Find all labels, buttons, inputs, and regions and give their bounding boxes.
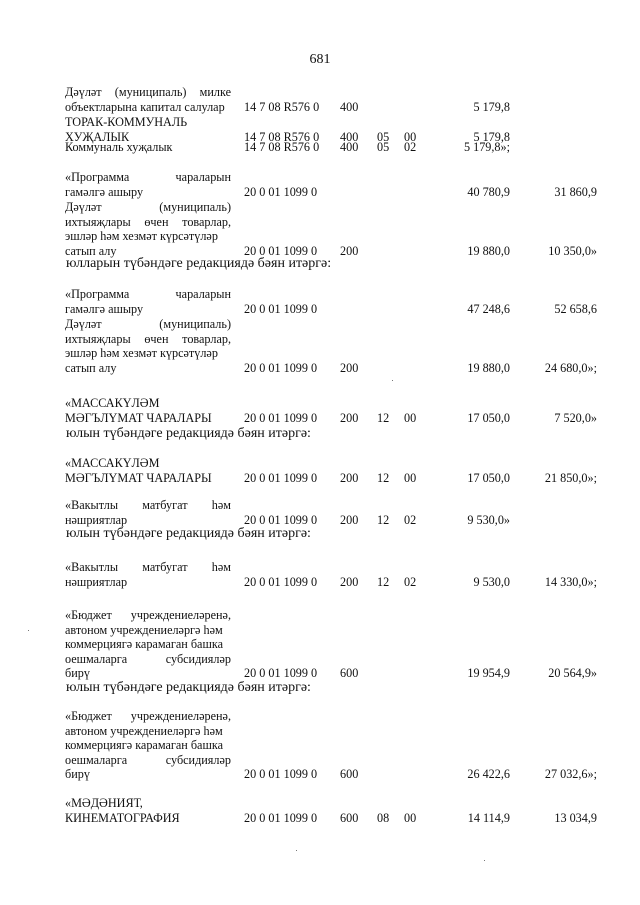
row-name-line: сатып алу: [65, 360, 117, 375]
amount-2019-cell: 14 114,9: [467, 810, 510, 825]
row-name: [65, 498, 231, 527]
amount-2019-cell: 40 780,9: [467, 184, 510, 199]
code-cell: 20 0 01 1099 0: [244, 512, 318, 527]
expense-type-cell: 200: [340, 574, 359, 589]
expense-type-cell: 600: [340, 810, 359, 825]
amount-2020-cell: 20 564,9»: [548, 666, 597, 681]
section-cell: 12: [377, 470, 390, 485]
scan-speck: [392, 380, 393, 381]
subsection-cell: 00: [404, 129, 417, 144]
row-name-line: «МАССАКҮЛӘМ: [65, 456, 160, 470]
expense-type-cell: 200: [340, 470, 359, 485]
section-cell: 12: [377, 410, 390, 425]
code-cell: 20 0 01 1099 0: [244, 810, 318, 825]
expense-type-cell: 400: [340, 99, 359, 114]
row-name: [65, 608, 231, 681]
subsection-cell: 00: [404, 470, 417, 485]
row-name-line: объектларына капитал салулар: [65, 99, 225, 114]
row-name-line: Дәүләт (муниципаль): [65, 200, 231, 214]
row-name-line: коммерциягә карамаган башка: [65, 637, 224, 652]
row-name-line: нәшриятлар: [65, 512, 128, 527]
row-name: [65, 317, 231, 375]
row-name-line: Коммуналь хуҗалык: [65, 140, 173, 154]
code-cell: 14 7 08 R576 0: [244, 99, 320, 114]
page-number: 681: [309, 52, 331, 67]
row-name-line: коммерциягә карамаган башка: [65, 738, 224, 753]
row-name-line: «Вакытлы матбугат һәм: [65, 560, 231, 574]
row-name-line: оешмаларга субсидияләр: [65, 752, 231, 767]
amount-2020-cell: 21 850,0»;: [544, 470, 597, 485]
amount-2019-cell: 5 179,8»;: [463, 140, 510, 154]
code-cell: 20 0 01 1099 0: [244, 243, 318, 258]
row-name: [65, 170, 231, 199]
amount-2020-cell: 52 658,6: [554, 301, 597, 316]
scan-speck: [296, 850, 297, 851]
row-name-line: эшләр һәм хезмәт күрсәтүләр: [65, 229, 218, 244]
expense-type-cell: 600: [340, 767, 359, 782]
edit-instruction: юлын түбәндәге редакциядә бәян итәргә:: [66, 526, 311, 541]
section-cell: 05: [377, 129, 390, 144]
row-name-line: автоном учреждениеләргә һәм: [65, 622, 223, 637]
row-name-line: Дәүләт (муниципаль): [65, 317, 231, 331]
subsection-cell: 00: [404, 810, 417, 825]
section-cell: 08: [377, 810, 390, 825]
row-name-line: нәшриятлар: [65, 574, 128, 589]
amount-2019-cell: 9 530,0»: [467, 512, 510, 527]
amount-2020-cell: 24 680,0»;: [544, 360, 597, 375]
amount-2020-cell: 31 860,9: [554, 184, 597, 199]
row-name-line: гамәлгә ашыру: [65, 301, 144, 316]
row-name-line: «Бюджет учреждениеләренә,: [65, 608, 231, 622]
row-name-line: «Вакытлы матбугат һәм: [65, 498, 231, 512]
amount-2020-cell: 13 034,9: [554, 810, 597, 825]
expense-type-cell: 200: [340, 360, 359, 375]
row-name: [65, 560, 231, 589]
row-name-line: КИНЕМАТОГРАФИЯ: [65, 810, 180, 825]
amount-2019-cell: 5 179,8: [473, 99, 510, 114]
row-name: [65, 709, 231, 782]
section-cell: 12: [377, 512, 390, 527]
code-cell: 20 0 01 1099 0: [244, 767, 318, 782]
scan-speck: [484, 860, 485, 861]
section-cell: 12: [377, 574, 390, 589]
row-name-line: «МӘДӘНИЯТ,: [65, 796, 143, 810]
row-name-line: эшләр һәм хезмәт күрсәтүләр: [65, 346, 218, 361]
row-name-line: ихтыяҗлары өчен товарлар,: [65, 214, 231, 229]
expense-type-cell: 600: [340, 666, 359, 681]
subsection-cell: 00: [404, 410, 417, 425]
row-name-line: «Бюджет учреждениеләренә,: [65, 709, 231, 723]
amount-2019-cell: 5 179,8: [473, 129, 510, 144]
expense-type-cell: 200: [340, 410, 359, 425]
code-cell: 20 0 01 1099 0: [244, 184, 318, 199]
scan-speck: [28, 630, 29, 631]
edit-instruction: юлларын түбәндәге редакциядә бәян итәргә:: [66, 256, 332, 271]
row-name-line: бирү: [65, 666, 90, 681]
section-cell: 05: [377, 140, 390, 154]
code-cell: 20 0 01 1099 0: [244, 301, 318, 316]
subsection-cell: 02: [404, 140, 417, 154]
amount-2019-cell: 17 050,0: [467, 470, 510, 485]
row-name-line: ихтыяҗлары өчен товарлар,: [65, 331, 231, 346]
row-name: [65, 200, 231, 258]
subsection-cell: 02: [404, 574, 417, 589]
expense-type-cell: 400: [340, 140, 359, 154]
edit-instruction: юлын түбәндәге редакциядә бәян итәргә:: [66, 680, 311, 695]
code-cell: 14 7 08 R576 0: [244, 140, 320, 154]
expense-type-cell: 200: [340, 243, 359, 258]
expense-type-cell: 400: [340, 129, 359, 144]
code-cell: 20 0 01 1099 0: [244, 470, 318, 485]
amount-2019-cell: 9 530,0: [473, 574, 510, 589]
expense-type-cell: 200: [340, 512, 359, 527]
amount-2020-cell: 7 520,0»: [554, 410, 597, 425]
row-name-line: ХУҖАЛЫК: [65, 129, 130, 144]
amount-2019-cell: 19 880,0: [467, 360, 510, 375]
row-name-line: «Программа чараларын: [65, 287, 231, 301]
amount-2019-cell: 17 050,0: [467, 410, 510, 425]
amount-2020-cell: 27 032,6»;: [544, 767, 597, 782]
amount-2020-cell: 14 330,0»;: [544, 574, 597, 589]
amount-2019-cell: 19 880,0: [467, 243, 510, 258]
row-name-line: гамәлгә ашыру: [65, 184, 144, 199]
row-name: [65, 85, 231, 114]
row-name: [65, 287, 231, 316]
row-name: [65, 140, 231, 155]
code-cell: 20 0 01 1099 0: [244, 360, 318, 375]
edit-instruction: юлын түбәндәге редакциядә бәян итәргә:: [66, 426, 311, 441]
amount-2019-cell: 26 422,6: [467, 767, 510, 782]
row-name: [65, 456, 231, 485]
row-name-line: «МАССАКҮЛӘМ: [65, 396, 160, 410]
row-name-line: автоном учреждениеләргә һәм: [65, 723, 223, 738]
row-name: [65, 396, 231, 425]
row-name-line: МӘГЪЛҮМАТ ЧАРАЛАРЫ: [65, 470, 212, 485]
row-name-line: бирү: [65, 767, 90, 782]
code-cell: 20 0 01 1099 0: [244, 574, 318, 589]
subsection-cell: 02: [404, 512, 417, 527]
code-cell: 20 0 01 1099 0: [244, 666, 318, 681]
row-name: [65, 796, 231, 825]
row-name-line: ТОРАК-КОММУНАЛЬ: [65, 115, 188, 129]
amount-2020-cell: 10 350,0»: [548, 243, 597, 258]
row-name-line: сатып алу: [65, 243, 117, 258]
row-name-line: МӘГЪЛҮМАТ ЧАРАЛАРЫ: [65, 410, 212, 425]
amount-2019-cell: 19 954,9: [467, 666, 510, 681]
row-name-line: «Программа чараларын: [65, 170, 231, 184]
row-name-line: Дәүләт (муниципаль) милке: [65, 85, 231, 99]
row-name-line: оешмаларга субсидияләр: [65, 651, 231, 666]
amount-2019-cell: 47 248,6: [467, 301, 510, 316]
code-cell: 20 0 01 1099 0: [244, 410, 318, 425]
code-cell: 14 7 08 R576 0: [244, 129, 320, 144]
